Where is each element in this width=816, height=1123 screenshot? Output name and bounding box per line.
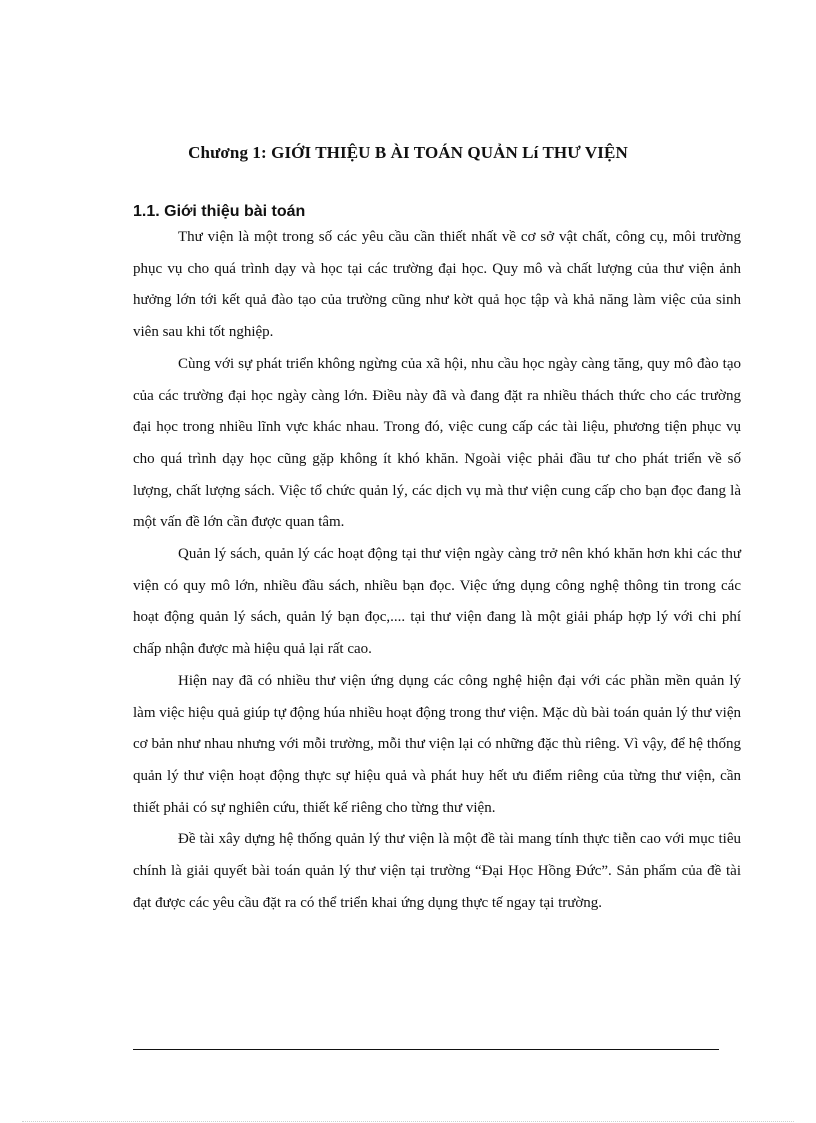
page-bottom-edge bbox=[22, 1121, 794, 1122]
paragraph-5: Đề tài xây dựng hệ thống quản lý thư viện là một đề tài mang tính thực tiễn cao với mục tiêu chính là giải quyết bài toán quản lý thư viện tại trường “Đại Học Hồng Đức”. Sản phẩm của đề tài đạt được các yêu cầu đặt ra có thể triển khai ứng dụng thực tế ngay tại trường. bbox=[133, 831, 741, 911]
paragraph-1: Thư viện là một trong số các yêu cầu cần thiết nhất về cơ sở vật chất, công cụ, môi trường phục vụ cho quá trình dạy và học tại các trường đại học. Quy mô và chất lượng của thư viện ảnh hưởng lớn tới kết quả đào tạo của trường cũng như kờt quả học tập và khả năng làm việc của sinh viên sau khi tốt nghiệp. bbox=[133, 229, 741, 341]
paragraph-2: Cùng với sự phát triển không ngừng của xã hội, nhu cầu học ngày càng tăng, quy mô đào tạo của các trường đại học ngày càng lớn. Điều này đã và đang đặt ra nhiều thách thức cho các trường đại học trong nhiều lĩnh vực khác nhau. Trong đó, việc cung cấp các tài liệu, phương tiện phục vụ cho quá trình dạy học cũng gặp không ít khó khăn. Ngoài việc phải đầu tư cho phát triển về số lượng, chất lượng sách. Việc tổ chức quản lý, các dịch vụ mà thư viện cung cấp cho bạn đọc đang là một vấn đề lớn cần được quan tâm. bbox=[133, 355, 741, 531]
section-heading: 1.1. Giới thiệu bài toán bbox=[133, 203, 306, 220]
paragraph-3: Quản lý sách, quản lý các hoạt động tại thư viện ngày càng trở nên khó khăn hơn khi các thư viện có quy mô lớn, nhiều đầu sách, nhiều bạn đọc. Việc ứng dụng công nghệ thông tin trong các hoạt động quản lý sách, quản lý bạn đọc,.... tại thư viện đang là một giải pháp hợp lý với chi phí chấp nhận được mà hiệu quả lại rất cao. bbox=[133, 546, 741, 658]
chapter-title: Chương 1: GIỚI THIỆU B ÀI TOÁN QUẢN Lí THƯ VIỆN bbox=[188, 143, 628, 162]
section-body bbox=[133, 222, 741, 919]
paragraph-4: Hiện nay đã có nhiều thư viện ứng dụng các công nghệ hiện đại với các phần mền quản lý làm việc hiệu quả giúp tự động húa nhiều hoạt động trong thư viện. Mặc dù bài toán quản lý thư viện cơ bản như nhau nhưng với mỗi trường, mỗi thư viện lại có những đặc thù riêng. Vì vậy, để hệ thống quản lý thư viện hoạt động thực sự hiệu quả và phát huy hết ưu điểm riêng của từng thư viện, cần thiết phải có sự nghiên cứu, thiết kế riêng cho từng thư viện. bbox=[133, 672, 741, 816]
footer-divider bbox=[133, 1049, 719, 1050]
